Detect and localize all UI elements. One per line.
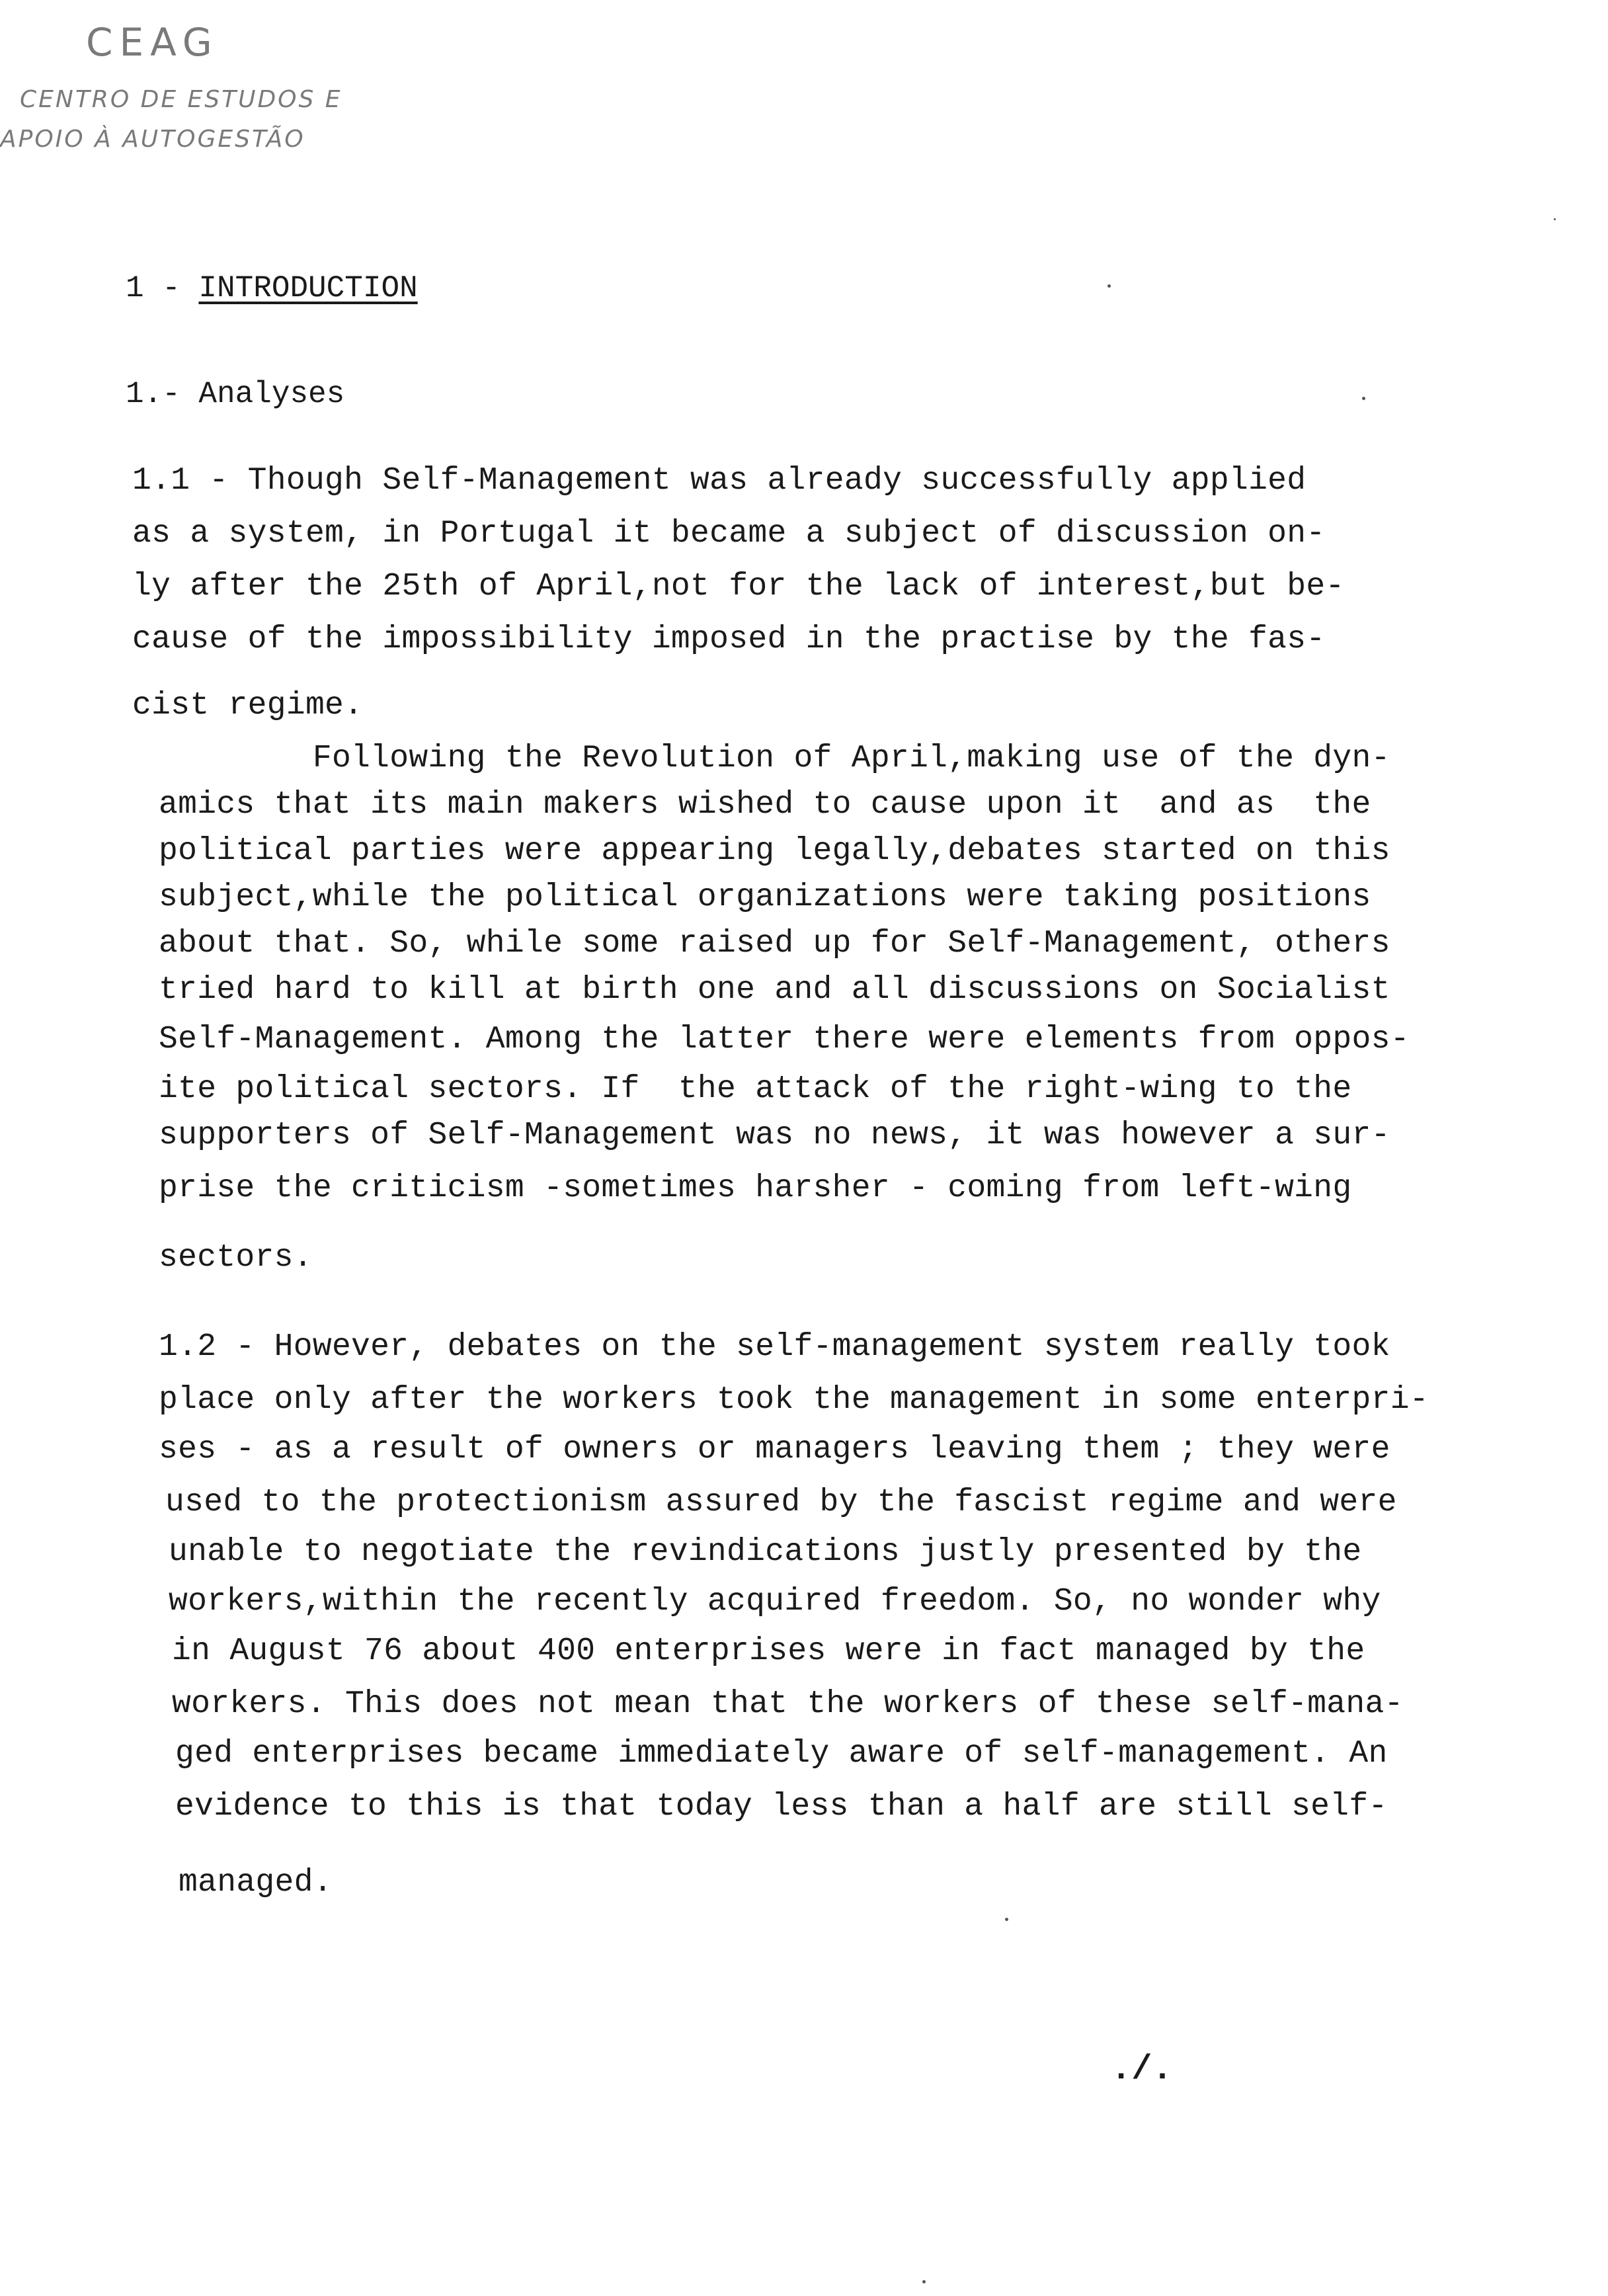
continuation-mark: ./. (1111, 2050, 1173, 2089)
section-number: 1 - (126, 271, 199, 306)
text-line: place only after the workers took the management in some enterpri- (159, 1382, 1429, 1418)
text-line: cause of the impossibility imposed in the practise by the fas- (132, 622, 1326, 657)
section-title: INTRODUCTION (198, 271, 418, 306)
text-line: workers. This does not mean that the workers of these self-mana- (172, 1686, 1404, 1722)
text-line: Self-Management. Among the latter there were elements from oppos- (159, 1022, 1410, 1057)
text-line: 1.1 - Though Self-Management was already successfully applied (132, 463, 1306, 499)
text-line: prise the criticism -sometimes harsher - coming from left-wing (159, 1170, 1352, 1206)
text-line: as a system, in Portugal it became a subject of discussion on- (132, 516, 1326, 552)
section-heading (126, 271, 418, 306)
text-line: ite political sectors. If the attack of the right-wing to the (159, 1071, 1352, 1107)
stamp-line-1: CENTRO DE ESTUDOS E (20, 86, 342, 113)
scan-speck (1554, 218, 1556, 220)
text-line: ses - as a result of owners or managers leaving them ; they were (159, 1432, 1390, 1467)
text-line: subject,while the political organizations were taking positions (159, 880, 1371, 915)
stamp-line-2: APOIO À AUTOGESTÃO (0, 126, 305, 153)
text-line: workers,within the recently acquired freedom. So, no wonder why (169, 1584, 1381, 1620)
text-line: used to the protectionism assured by the fascist regime and were (165, 1485, 1397, 1520)
text-line: Following the Revolution of April,making use of the dyn- (159, 741, 1390, 776)
text-line: ged enterprises became immediately aware of self-management. An (175, 1736, 1388, 1772)
text-line: supporters of Self-Management was no news, it was however a sur- (159, 1118, 1390, 1153)
text-line: amics that its main makers wished to cause upon it and as the (159, 787, 1371, 823)
text-line: ly after the 25th of April,not for the lack of interest,but be- (132, 569, 1345, 604)
text-line: about that. So, while some raised up for Self-Management, others (159, 926, 1390, 962)
text-line: 1.2 - However, debates on the self-management system really took (159, 1329, 1390, 1365)
subsection-heading: 1.- Analyses (126, 377, 345, 411)
scan-speck (1107, 284, 1111, 288)
scan-speck (922, 2280, 926, 2283)
scan-speck (1005, 1918, 1008, 1921)
text-line: sectors. (159, 1240, 313, 1276)
text-line: managed. (179, 1865, 333, 1901)
text-line: cist regime. (132, 688, 364, 723)
stamp-logo: CEAG (86, 20, 219, 65)
text-line: evidence to this is that today less than a half are still self- (175, 1789, 1388, 1824)
text-line: tried hard to kill at birth one and all discussions on Socialist (159, 972, 1390, 1008)
scan-speck (1362, 397, 1365, 400)
text-line: in August 76 about 400 enterprises were in fact managed by the (172, 1633, 1365, 1669)
text-line: unable to negotiate the revindications justly presented by the (169, 1534, 1362, 1570)
text-line: political parties were appearing legally,debates started on this (159, 833, 1390, 869)
